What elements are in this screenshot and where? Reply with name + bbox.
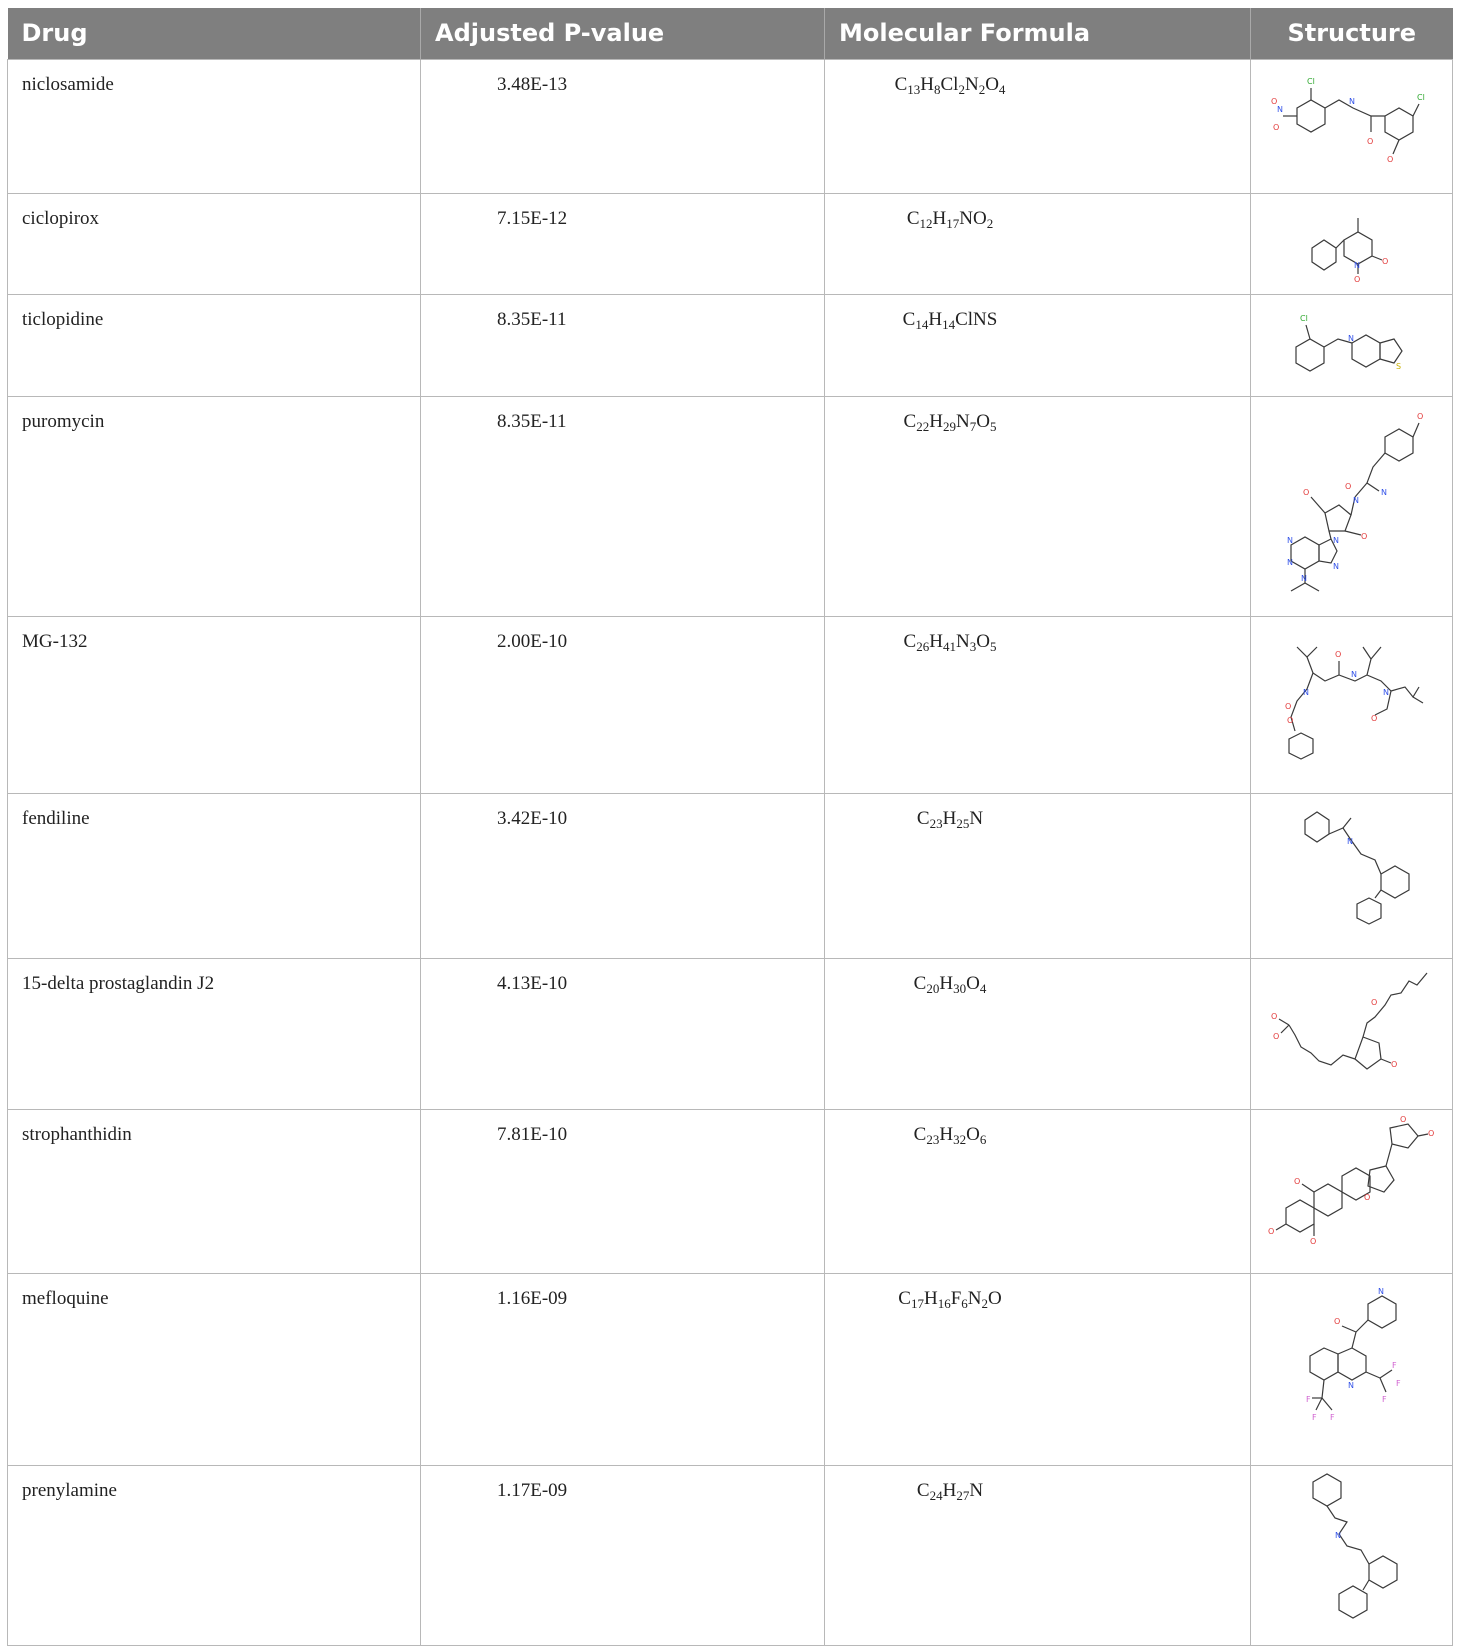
formula-subscript: 7 [969, 418, 977, 434]
table-row [8, 1465, 1453, 1645]
formula-subscript: 14 [915, 316, 929, 332]
svg-text:N: N [1302, 687, 1309, 697]
svg-text:N: N [1286, 535, 1293, 545]
pvalue-cell [421, 793, 825, 958]
formula-element: NO [959, 207, 987, 229]
formula-subscript: 2 [986, 215, 994, 231]
pvalue: 8.35E-11 [497, 410, 567, 432]
svg-text:F: F [1311, 1412, 1317, 1422]
formula-element: Cl [940, 73, 959, 95]
formula-element: H [942, 1479, 957, 1501]
formula [825, 1274, 1075, 1310]
formula-element: H [920, 73, 934, 95]
svg-text:F: F [1305, 1394, 1311, 1404]
pvalue: 2.00E-10 [497, 630, 568, 652]
formula-subscript: 23 [929, 815, 943, 831]
formula-subscript: 14 [942, 316, 956, 332]
formula-subscript: 17 [910, 1295, 924, 1311]
svg-text:O: O [1363, 1192, 1370, 1202]
svg-text:O: O [1390, 1059, 1397, 1069]
formula-cell [825, 193, 1251, 294]
ticlopidine-structure-icon [1272, 295, 1432, 387]
pvalue-cell [421, 294, 825, 396]
formula-subscript: 5 [989, 638, 997, 654]
formula-element: O [988, 1287, 1002, 1309]
formula-subscript: 2 [981, 1295, 988, 1311]
svg-text:N: N [1377, 1286, 1384, 1296]
svg-text:N: N [1346, 836, 1353, 846]
pvalue: 1.16E-09 [497, 1287, 568, 1309]
svg-text:O: O [1270, 96, 1277, 106]
formula-cell [825, 1109, 1251, 1273]
header-pvalue: Adjusted P-value [421, 8, 825, 59]
svg-text:O: O [1353, 274, 1360, 284]
svg-text:O: O [1333, 1316, 1340, 1326]
svg-text:O: O [1370, 713, 1377, 723]
formula-element: N [955, 410, 970, 432]
formula [825, 397, 1075, 433]
formula-cell [825, 1465, 1251, 1645]
ciclopirox-structure-icon [1282, 194, 1422, 286]
drug-name: 15-delta prostaglandin J2 [22, 972, 215, 994]
drug-cell [8, 958, 421, 1109]
formula [825, 295, 1075, 331]
formula-subscript: 26 [916, 638, 930, 654]
formula-element: N [969, 807, 984, 829]
pvalue-cell [421, 1465, 825, 1645]
formula-subscript: 12 [919, 215, 933, 231]
structure-cell [1251, 958, 1453, 1109]
svg-text:N: N [1334, 1530, 1341, 1540]
formula-cell [825, 59, 1251, 193]
structure-cell [1251, 616, 1453, 793]
prostaglandin-structure-icon [1267, 959, 1437, 1099]
table-row [8, 396, 1453, 616]
formula-subscript: 23 [926, 1131, 940, 1147]
formula-cell [825, 958, 1251, 1109]
structure-cell [1251, 59, 1453, 193]
svg-text:N: N [1382, 687, 1389, 697]
header-structure: Structure [1251, 8, 1453, 59]
formula-subscript: 4 [979, 980, 987, 996]
svg-text:O: O [1381, 256, 1388, 266]
pvalue-cell [421, 193, 825, 294]
formula [825, 1110, 1075, 1146]
structure-cell [1251, 1465, 1453, 1645]
formula-element: H [939, 1123, 954, 1145]
pvalue-cell [421, 958, 825, 1109]
formula-subscript: 6 [979, 1131, 987, 1147]
svg-text:F: F [1329, 1412, 1335, 1422]
svg-text:O: O [1302, 487, 1309, 497]
drug-name: prenylamine [22, 1479, 117, 1501]
svg-text:N: N [1352, 495, 1359, 505]
formula-cell [825, 294, 1251, 396]
formula-element: O [966, 972, 980, 994]
formula-element: C [913, 972, 927, 994]
formula-element: C [916, 1479, 930, 1501]
table-row [8, 1109, 1453, 1273]
pvalue: 7.15E-12 [497, 207, 568, 229]
drug-name: strophanthidin [22, 1123, 132, 1145]
svg-text:O: O [1366, 136, 1373, 146]
formula-subscript: 17 [946, 215, 960, 231]
formula-cell [825, 396, 1251, 616]
formula [825, 617, 1075, 653]
svg-text:O: O [1284, 701, 1291, 711]
formula-element: N [964, 73, 979, 95]
formula-element: C [903, 410, 917, 432]
formula-subscript: 24 [929, 1487, 943, 1503]
table-row [8, 193, 1453, 294]
pvalue-cell [421, 1109, 825, 1273]
svg-text:Cl: Cl [1306, 76, 1315, 86]
formula-element: F [950, 1287, 962, 1309]
formula-subscript: 22 [916, 418, 930, 434]
table-row [8, 616, 1453, 793]
puromycin-structure-icon [1267, 397, 1437, 607]
header-drug: Drug [8, 8, 421, 59]
svg-text:Cl: Cl [1299, 313, 1308, 323]
formula-subscript: 27 [956, 1487, 970, 1503]
formula-element: H [928, 308, 943, 330]
svg-text:F: F [1395, 1378, 1401, 1388]
formula-cell [825, 616, 1251, 793]
svg-text:N: N [1353, 260, 1360, 270]
svg-text:O: O [1309, 1236, 1316, 1246]
formula-element: C [902, 308, 916, 330]
formula-element: C [903, 630, 917, 652]
formula-subscript: 8 [934, 81, 941, 97]
prenylamine-structure-icon [1277, 1466, 1427, 1636]
formula-element: H [942, 807, 957, 829]
header-row [8, 8, 1453, 59]
pvalue-cell [421, 616, 825, 793]
mefloquine-structure-icon [1272, 1274, 1432, 1454]
formula-element: C [894, 73, 908, 95]
formula [825, 60, 1075, 96]
formula-subscript: 41 [942, 638, 956, 654]
pvalue: 7.81E-10 [497, 1123, 568, 1145]
pvalue: 8.35E-11 [497, 308, 567, 330]
formula-element: H [929, 410, 943, 432]
formula-element: H [929, 630, 943, 652]
formula-subscript: 13 [907, 81, 921, 97]
drug-cell [8, 193, 421, 294]
pvalue: 1.17E-09 [497, 1479, 568, 1501]
svg-text:O: O [1427, 1128, 1434, 1138]
structure-cell [1251, 1109, 1453, 1273]
svg-text:O: O [1399, 1114, 1406, 1124]
svg-text:F: F [1391, 1360, 1397, 1370]
table-row [8, 793, 1453, 958]
pvalue-cell [421, 59, 825, 193]
formula-subscript: 30 [953, 980, 967, 996]
svg-text:N: N [1380, 487, 1387, 497]
table-row [8, 958, 1453, 1109]
formula-subscript: 32 [953, 1131, 967, 1147]
svg-text:O: O [1386, 154, 1393, 164]
structure-cell [1251, 396, 1453, 616]
formula-subscript: 16 [937, 1295, 951, 1311]
svg-text:O: O [1344, 481, 1351, 491]
header-formula: Molecular Formula [825, 8, 1251, 59]
drug-name: ciclopirox [22, 207, 100, 229]
svg-text:N: N [1332, 561, 1339, 571]
formula-subscript: 3 [969, 638, 977, 654]
svg-text:N: N [1286, 557, 1293, 567]
formula [825, 794, 1075, 830]
formula-element: N [969, 1479, 984, 1501]
formula [825, 1466, 1075, 1502]
formula-cell [825, 1273, 1251, 1465]
svg-text:N: N [1347, 1380, 1354, 1390]
drug-name: MG-132 [22, 630, 88, 652]
drug-cell [8, 294, 421, 396]
strophanthidin-structure-icon [1262, 1110, 1442, 1260]
formula-subscript: 20 [926, 980, 940, 996]
table-row [8, 59, 1453, 193]
svg-text:O: O [1334, 649, 1341, 659]
formula-element: O [976, 410, 990, 432]
drug-name: fendiline [22, 807, 90, 829]
structure-cell [1251, 1273, 1453, 1465]
svg-text:O: O [1272, 1031, 1279, 1041]
drug-name: niclosamide [22, 73, 114, 95]
drug-cell [8, 1465, 421, 1645]
svg-text:O: O [1360, 531, 1367, 541]
drug-name: puromycin [22, 410, 105, 432]
svg-text:O: O [1286, 715, 1293, 725]
svg-text:O: O [1370, 997, 1377, 1007]
pvalue: 4.13E-10 [497, 972, 568, 994]
svg-text:S: S [1395, 361, 1401, 371]
drug-name: ticlopidine [22, 308, 104, 330]
formula-element: C [898, 1287, 911, 1309]
formula-subscript: 4 [998, 81, 1006, 97]
svg-text:O: O [1416, 411, 1423, 421]
formula-element: O [985, 73, 999, 95]
drug-cell [8, 616, 421, 793]
formula-element: C [906, 207, 920, 229]
formula-element: O [966, 1123, 980, 1145]
table-row [8, 1273, 1453, 1465]
structure-cell [1251, 793, 1453, 958]
svg-text:N: N [1350, 669, 1357, 679]
drug-cell [8, 59, 421, 193]
formula-element: N [955, 630, 970, 652]
formula-subscript: 29 [942, 418, 956, 434]
formula-element: H [939, 972, 954, 994]
formula-element: O [976, 630, 990, 652]
formula-element: H [932, 207, 947, 229]
svg-text:O: O [1270, 1011, 1277, 1021]
pvalue: 3.48E-13 [497, 73, 568, 95]
pvalue: 3.42E-10 [497, 807, 568, 829]
niclosamide-structure-icon [1267, 60, 1437, 180]
svg-text:O: O [1267, 1226, 1274, 1236]
table-row [8, 294, 1453, 396]
formula-subscript: 6 [961, 1295, 968, 1311]
svg-text:N: N [1300, 573, 1307, 583]
formula-cell [825, 793, 1251, 958]
formula-element: ClNS [955, 308, 998, 330]
formula-subscript: 2 [978, 81, 986, 97]
formula-element: N [967, 1287, 982, 1309]
svg-text:N: N [1347, 333, 1354, 343]
formula-subscript: 5 [989, 418, 997, 434]
drug-cell [8, 396, 421, 616]
formula-element: C [916, 807, 930, 829]
drug-table [7, 8, 1453, 1646]
drug-name: mefloquine [22, 1287, 109, 1309]
structure-cell [1251, 294, 1453, 396]
svg-text:N: N [1332, 535, 1339, 545]
formula-element: H [923, 1287, 938, 1309]
svg-text:Cl: Cl [1416, 92, 1425, 102]
drug-cell [8, 793, 421, 958]
pvalue-cell [421, 396, 825, 616]
svg-text:O: O [1272, 122, 1279, 132]
svg-text:F: F [1381, 1394, 1387, 1404]
svg-text:N: N [1276, 104, 1283, 114]
formula-element: C [913, 1123, 927, 1145]
formula-subscript: 2 [958, 81, 965, 97]
svg-text:O: O [1293, 1176, 1300, 1186]
structure-cell [1251, 193, 1453, 294]
formula [825, 194, 1075, 230]
formula-subscript: 25 [956, 815, 970, 831]
formula [825, 959, 1075, 995]
drug-cell [8, 1109, 421, 1273]
mg132-structure-icon [1267, 617, 1437, 782]
svg-text:N: N [1348, 96, 1355, 106]
pvalue-cell [421, 1273, 825, 1465]
fendiline-structure-icon [1277, 794, 1427, 949]
drug-cell [8, 1273, 421, 1465]
